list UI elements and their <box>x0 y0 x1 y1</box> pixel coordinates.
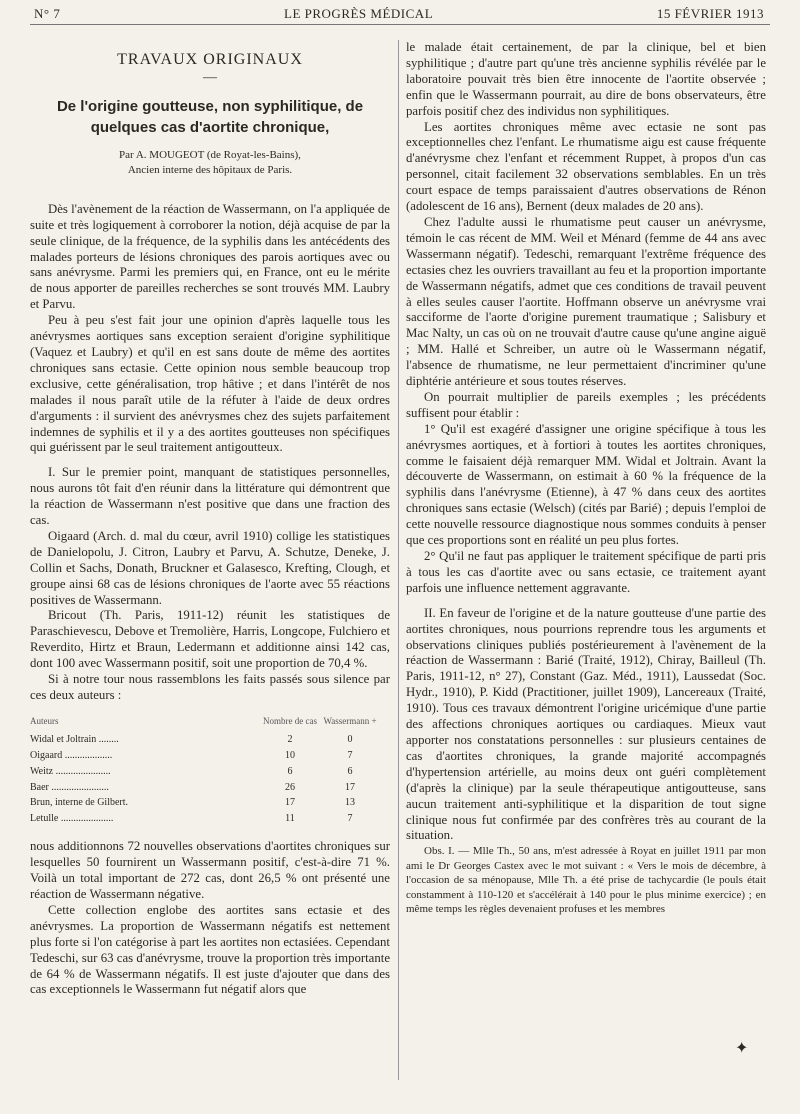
table-cell: 26 <box>285 781 295 793</box>
col-header-wassermann: Wassermann + <box>323 715 377 726</box>
paragraph: Les aortites chroniques même avec ectasie ne sont pas exceptionnelles chez l'enfant. Le rhumatisme aigu est cause fréquente d'anévrysme chez l'enfant et récemment Ruppet, à propos d'un cas personnel, citait facilement 32 observations semblables. En un très court espace de temps paraissaient d'autres observations de Rénon (adolescent de 16 ans), Bernent (deux malades de 20 ans). <box>406 119 766 214</box>
paragraph: Chez l'adulte aussi le rhumatisme peut causer un anévrysme, témoin le cas récent de MM. Weil et Ménard (femme de 44 ans avec Wassermann négatif). Tedeschi, remarquant l'extrême fréquence des ectasies chez les ouvriers travaillant au feu et la proportion importante de Wassermann négatifs, admet que ces conditions de travail peuvent à elles seules causer l'aortite. Hoffmann observe un anévrysme vrai sacciforme de l'aorte d'origine purement traumatique ; Salisbury et Mac Nalty, un cas où on ne trouvait d'autre cause qu'une angine aiguë ; MM. Hallé et Schreiber, un autre où le Wassermann négatif, l'absence de rhumatisme, ne leur permettaient d'incriminer qu'une diphtérie antérieure et sous toutes réserves. <box>406 214 766 389</box>
table-row <box>30 780 390 796</box>
paragraph: II. En faveur de l'origine et de la nature goutteuse d'une partie des aortites chroniques, nous pourrions reprendre tous les arguments et observations cliniques publiés postérieurement à l'avènement de la réaction de Wassermann : Barié (Traité, 1912), Chiray, Bailleul (Th. Paris, 1911-12, n° 27), Constant (Gaz. Méd., 1911), Laussedat (Soc. Hydr., 1910), P. Kidd (Practitioner, juillet 1909), Lancereaux (Traité, 1910). Tous ces travaux démontrent l'origine uricémique d'une partie des affections chroniques aortiques ou cardiaques. Mieux vaut apporter nos constatations personnelles : sur plusieurs centaines de cas d'aortites chroniques, la grande majorité accompagnés d'hypertension artérielle, au moins deux ont guéri complètement (d'après la clinique) par la seule thérapeutique antigoutteuse, sans aucun traitement anti-syphilitique et la disparition de tout signe clinique nous fut confirmée par des confrères très au courant de la situation. <box>406 605 766 843</box>
paragraph: Bricout (Th. Paris, 1911-12) réunit les statistiques de Paraschievescu, Debove et Tremolière, Harris, Longcope, Fulchiero et Reverdito, Hirtz et Braun, Ledermann et additionne ainsi 142 cas, dont 100 avec Wassermann positif, soit une proportion de 70,4 %. <box>30 608 390 671</box>
col-header-authors: Auteurs <box>30 715 59 726</box>
right-column <box>406 40 766 917</box>
table-cell: 7 <box>347 813 353 825</box>
paragraph: Oigaard (Arch. d. mal du cœur, avril 1910) collige les statistiques de Danielopolu, J. Citron, Laubry et Parvu, A. Schutze, Deneke, J. Collin et Sachs, Donath, Bruckner et Galasesco, Krefting, Clough, et groupe ainsi 68 cas de lésions chroniques de l'aorte avec 55 réactions positives de Wassermann. <box>30 528 390 607</box>
table-row <box>30 732 390 748</box>
issue-number: N° 7 <box>34 6 61 21</box>
paragraph: 2° Qu'il ne faut pas appliquer le traitement spécifique de parti pris à tous les cas d'aortite avec ou sans ectasie, ce traitement ayant parfois une influence nettement aggravante. <box>406 549 766 595</box>
table-row <box>30 764 390 780</box>
table-row <box>30 795 390 811</box>
affiliation: Ancien interne des hôpitaux de Paris. <box>127 163 293 176</box>
observation-text: Obs. I. — Mlle Th., 50 ans, m'est adressée à Royat en juillet 1911 par mon ami le Dr Georges Castex avec le mot suivant : « Vers le mois de décembre, à l'occasion de sa ménopause, Mlle Th. a été prise de tachycardie (le pouls était constamment à 110-120 et s'accélérait à 140 pour le plus minime exercice) ; en même temps les règles devenaient profuses et les membres <box>406 845 766 916</box>
table-cell: Brun, interne de Gilbert. <box>30 797 129 809</box>
table-cell: 17 <box>285 797 295 809</box>
table-cell: 10 <box>285 749 295 761</box>
paragraph: le malade était certainement, de par la clinique, bel et bien syphilitique ; d'autre part qu'une très ancienne syphilis révélée par le laboratoire pouvait très bien être innocente de l'aortite observée ; enfin que le Wassermann pourrait, au dire de bons observateurs, être parfois positif chez des individus non syphilitiques. <box>406 40 766 118</box>
paragraph: Dès l'avènement de la réaction de Wassermann, on l'a appliquée de suite et très logiquement à corroborer la notion, déjà acquise de par la seule clinique, de la fréquence, de la syphilis dans les antécédents des malades porteurs de lésions chroniques des parois aortiques avec ou sans anévrysme. Parmi les premiers qui, en France, ont eu le mérite de nous apporter de pareilles recherches se sont trouvés MM. Laubry et Parvu. <box>30 201 390 312</box>
table-cell: 0 <box>347 733 353 745</box>
section-title: TRAVAUX ORIGINAUX <box>117 51 303 68</box>
header-rule <box>30 24 770 25</box>
table-cell: 13 <box>345 797 355 809</box>
table-row <box>30 811 390 827</box>
table-row <box>30 748 390 764</box>
issue-date: 15 FÉVRIER 1913 <box>656 6 764 21</box>
table-cell: Baer ....................... <box>30 781 109 793</box>
paragraph: Cette collection englobe des aortites sans ectasie et des anévrysmes. La proportion de Wassermann négatifs est nettement plus forte si l'on catégorise à part les aortites non ectasiées. Cependant Tedeschi, sur 63 cas d'anévrysme, trouve la proportion très importante de 64 % de Wassermann négatifs. Il est juste d'ajouter que dans des cas exceptionnels le Wassermann fut négatif alors que <box>30 902 390 997</box>
statistics-table <box>30 714 390 827</box>
col-header-cases: Nombre de cas <box>263 715 317 726</box>
table-cell: 2 <box>287 733 293 745</box>
paragraph: nous additionnons 72 nouvelles observations d'aortites chroniques sur lesquelles 50 fournirent un Wassermann positif, c'est-à-dire 71 %. Voilà un total important de 272 cas, dont 26,5 % ont présenté une réaction de Wassermann négative. <box>30 839 390 901</box>
paragraph: 1° Qu'il est exagéré d'assigner une origine spécifique à tous les anévrysmes aortiques, et à fortiori à toutes les aortites chroniques, comme le faisaient déjà remarquer MM. Widal et Joltrain. Avant la découverte de Wassermann, on estimait à 60 % la fréquence de la syphilis dans l'anévrysme (Etienne), à 47 % dans ceux des aortites chroniques sans ectasie (Welsch) (cités par Barié) ; depuis l'emploi de cette nouvelle ressource diagnostique nous sommes conduits à penser que ces proportions sont en réalité un peu plus fortes. <box>406 421 766 548</box>
page-header <box>34 6 764 22</box>
fleuron-ornament: ✦ <box>735 1040 749 1057</box>
paragraph: Si à notre tour nous rassemblons les faits passés sous silence par ces deux auteurs : <box>30 672 390 702</box>
column-divider <box>398 40 399 1080</box>
table-cell: Letulle ..................... <box>30 813 114 825</box>
left-column <box>30 40 390 998</box>
article-title: De l'origine goutteuse, non syphilitique, de quelques cas d'aortite chronique, <box>56 97 364 136</box>
table-header <box>30 714 390 730</box>
table-cell: Weitz ...................... <box>30 765 111 777</box>
table-cell: 7 <box>347 749 353 761</box>
paragraph: On pourrait multiplier de pareils exemples ; les précédents suffisent pour établir : <box>406 389 766 420</box>
table-cell: 17 <box>345 781 355 793</box>
table-cell: 6 <box>347 765 353 777</box>
paragraph: I. Sur le premier point, manquant de statistiques personnelles, nous aurons tôt fait d'en réunir dans la littérature qui démontrent que la réaction de Wassermann n'est positive que dans une fraction des cas. <box>30 465 390 528</box>
table-cell: 11 <box>285 813 295 825</box>
table-cell: Oigaard ................... <box>30 749 113 761</box>
section-dash: — <box>203 69 217 85</box>
byline: Par A. MOUGEOT (de Royat-les-Bains), <box>119 148 301 161</box>
journal-title: LE PROGRÈS MÉDICAL <box>284 6 434 21</box>
table-cell: 6 <box>287 765 293 777</box>
paragraph: Peu à peu s'est fait jour une opinion d'après laquelle tous les anévrysmes aortiques sans exception seraient d'origine syphilitique (Vaquez et Laubry) et qu'il en est sans doute de même des aortites chroniques sans ectasie. Cette opinion nous semble beaucoup trop exclusive, cette généralisation, trop hâtive ; et dans l'intérêt de nos malades il nous paraît utile de la réfuter à l'aide de deux ordres d'arguments : il survient des anévrysmes chez des sujets parfaitement indemnes de syphilis et il y a des aortites goutteuses non spécifiques qui guérissent par le seul traitement antigoutteux. <box>30 313 390 455</box>
table-cell: Widal et Joltrain ........ <box>30 733 119 745</box>
